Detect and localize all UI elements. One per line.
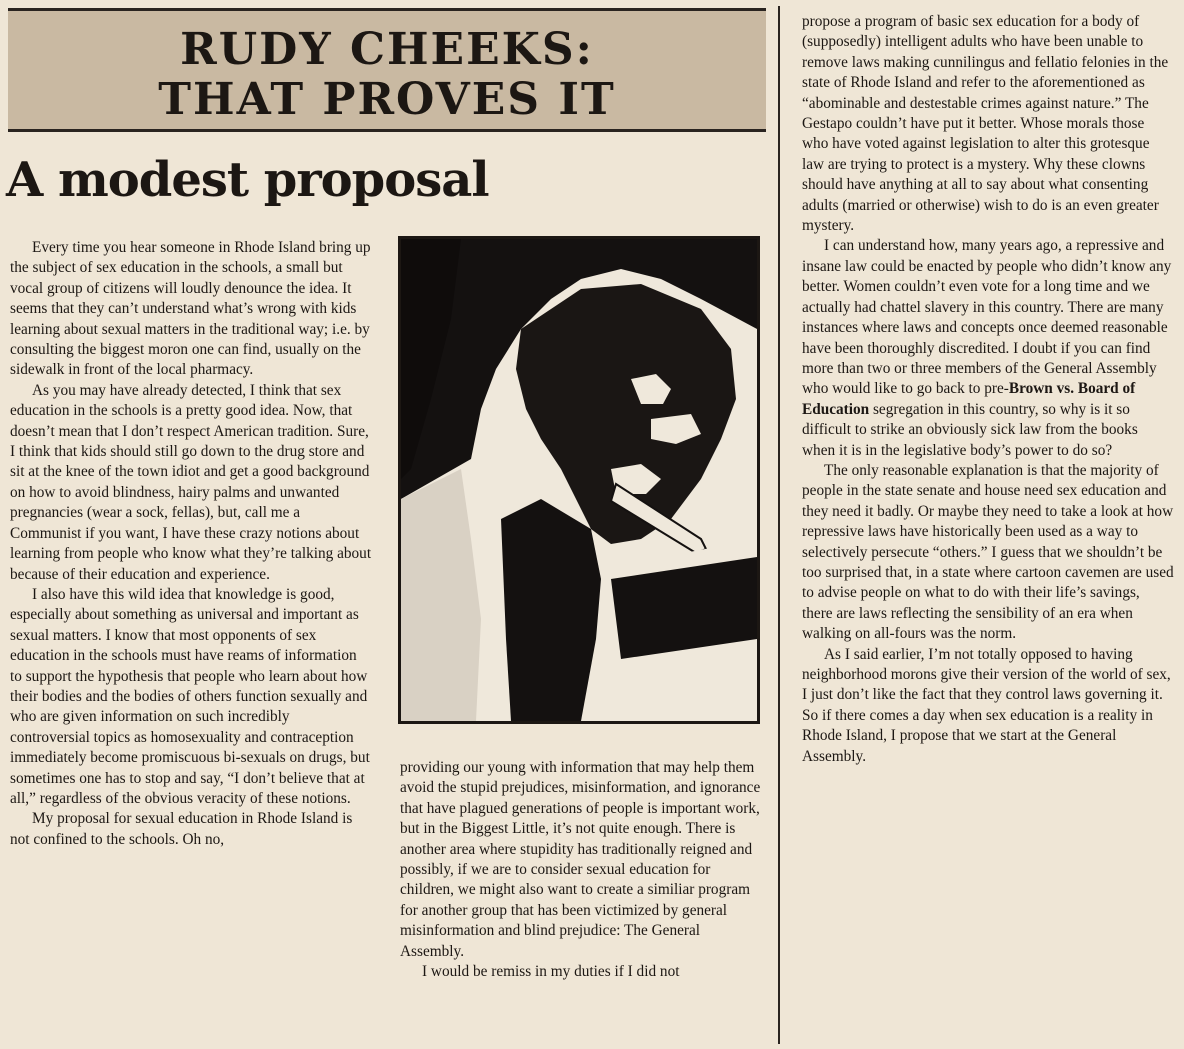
paragraph-text: segregation in this country, so why is it so difficult to strike an obviously sick law from the books when it is in the legislative body’s power to do so? <box>802 400 1138 459</box>
article-column-1 <box>10 238 372 1038</box>
paragraph: providing our young with information that may help them avoid the stupid prejudices, misinformation, and ignorance that have plagued generations of people is important work, but in the Biggest Little, it’s not quite enough. There is another area where stupidity has traditionally reigned and possibly, if we are to consider sexual education for children, we might also want to create a similiar program for another group that has been victimized by general misinformation and blind prejudice: The General Assembly. <box>400 759 761 960</box>
article-column-3 <box>802 12 1174 1042</box>
column-header-line-1: RUDY CHEEKS: <box>180 24 594 75</box>
paragraph: As I said earlier, I’m not totally opposed to having neighborhood morons give their version of the world of sex, I just don’t like the fact that they control laws governing it. So if there comes a day when sex education is a reality in Rhode Island, I propose that we start at the General Assembly. <box>802 645 1171 765</box>
article-headline: A modest proposal <box>6 152 489 208</box>
column-header-line-2: THAT PROVES IT <box>158 74 616 125</box>
paragraph: Every time you hear someone in Rhode Island bring up the subject of sex education in the schools, a small but vocal group of citizens will loudly denounce the idea. It seems that they can’t understand what’s wrong with kids learning about sexual matters in the traditional way; i.e. by consulting the biggest moron one can find, usually on the sidewalk in front of the local pharmacy. <box>10 239 371 379</box>
case-name-bold: Brown vs. Board of Education <box>802 380 1136 418</box>
paragraph: My proposal for sexual education in Rhode Island is not confined to the schools. Oh no, <box>10 810 353 848</box>
column-header-banner <box>8 8 766 132</box>
smoking-man-photo-icon <box>401 239 757 721</box>
column-divider <box>778 6 780 1044</box>
paragraph: propose a program of basic sex education for a body of (supposedly) intelligent adults who have been unable to remove laws making cunnilingus and fellatio felonies in the state of Rhode Island and refer to the aforementioned as “abominable and destestable crimes against nature.” The Gestapo couldn’t have put it better. Whose morals those who have voted against legislation to alter this grotesque law are trying to protect is a mystery. Why these clowns should have anything at all to say about what consenting adults (married or otherwise) wish to do is an even greater mystery. <box>802 13 1169 235</box>
paragraph: I also have this wild idea that knowledge is good, especially about something as universal and important as sexual matters. I know that most opponents of sex education in the schools must have reams of information to support the hypothesis that people who learn about how their bodies and the bodies of others function sexually and who are given information on such incredibly controversial topics as homosexuality and contraception immediately become promiscuous bi-sexuals on drugs, but sometimes one has to stop and say, “I don’t believe that at all,” regardless of the obvious veracity of these notions. <box>10 585 370 807</box>
article-column-2 <box>400 758 762 1048</box>
paragraph-text: I can understand how, many years ago, a repressive and insane law could be enacted by people who didn’t know any better. Women couldn’t even vote for a long time and we actually had chattel slavery in this country. There are many instances where laws and concepts once deemed reasonable have been thoroughly discredited. I doubt if you can find more than two or three members of the General Assembly who would like to go back to pre- <box>802 237 1172 398</box>
paragraph: I would be remiss in my duties if I did not <box>422 963 680 981</box>
paragraph: The only reasonable explanation is that the majority of people in the state senate and house need sex education and they need it badly. Or maybe they need to take a look at how repressive laws have historically been used as a way to selectively persecute “others.” I guess that we shouldn’t be too surprised that, in a state where cartoon cavemen are used to advise people on what to do with their life’s savings, there are laws reflecting the sensibility of an era when walking on all-fours was the norm. <box>802 461 1174 643</box>
article-photo <box>398 236 760 724</box>
paragraph <box>802 236 1174 460</box>
paragraph: As you may have already detected, I think that sex education in the schools is a pretty good idea. Now, that doesn’t mean that I don’t respect American tradition. Sure, I think that kids should still go down to the drug store and sit at the knee of the town idiot and get a good background on how to avoid blindness, hairy palms and unwanted pregnancies (wear a sock, fellas), but, call me a Communist if you want, I have these crazy notions about learning from people who know what they’re talking about because of their education and experience. <box>10 381 372 583</box>
